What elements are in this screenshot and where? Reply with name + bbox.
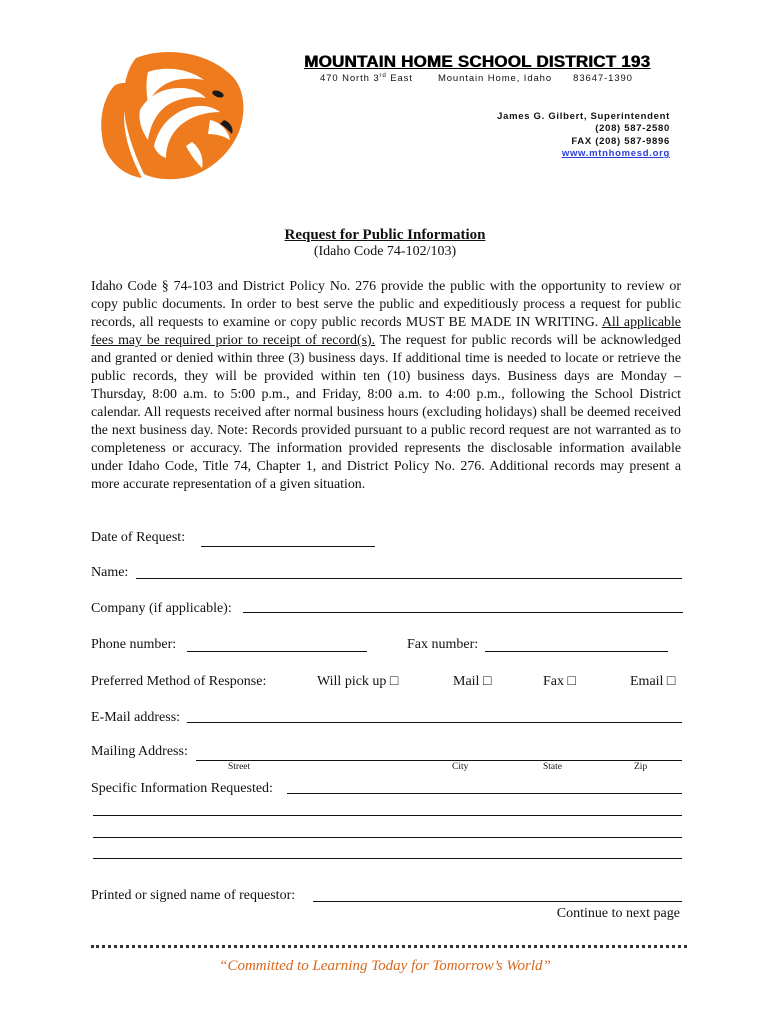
zip-caption: Zip	[634, 762, 648, 772]
pickup-checkbox[interactable]: Will pick up □	[317, 674, 399, 689]
company-label: Company (if applicable):	[91, 601, 232, 616]
street-caption: Street	[228, 762, 251, 772]
phone-label: Phone number:	[91, 637, 177, 652]
fax-number: FAX (208) 587-9896	[571, 135, 670, 147]
city-caption: City	[452, 762, 469, 772]
district-title: MOUNTAIN HOME SCHOOL DISTRICT 193	[304, 52, 650, 71]
website-link[interactable]: www.mtnhomesd.org	[561, 147, 670, 159]
date-field[interactable]	[201, 546, 375, 547]
specific-info-line-1[interactable]	[287, 793, 682, 794]
fax-checkbox[interactable]: Fax □	[543, 674, 576, 689]
specific-info-line-2[interactable]	[93, 815, 682, 816]
phone-number: (208) 587-2580	[595, 123, 670, 135]
form-title: Request for Public Information	[284, 227, 486, 243]
fax-label: Fax number:	[407, 637, 479, 652]
phone-field[interactable]	[187, 651, 367, 652]
response-method-label: Preferred Method of Response:	[91, 674, 267, 689]
name-field[interactable]	[136, 578, 682, 579]
street-address: 470 North 3rd East	[320, 73, 413, 85]
signature-field[interactable]	[313, 901, 682, 902]
tiger-logo	[96, 50, 246, 180]
company-field[interactable]	[243, 612, 683, 613]
state-caption: State	[543, 762, 562, 772]
intro-text-1: Idaho Code § 74-103 and District Policy No. 276 provide the public with the opportunity to review or copy public documents. In order to best serve the public and expeditiously process a request for public records, all requests to examine or copy public records MUST BE MADE IN WRITING.	[91, 279, 681, 330]
zip-code: 83647-1390	[573, 73, 633, 85]
mailing-label: Mailing Address:	[91, 744, 188, 759]
mail-checkbox[interactable]: Mail □	[453, 674, 492, 689]
mailing-field[interactable]	[196, 760, 682, 761]
district-address	[320, 73, 633, 84]
date-label: Date of Request:	[91, 530, 186, 545]
superintendent-name: James G. Gilbert, Superintendent	[497, 111, 670, 122]
specific-info-label: Specific Information Requested:	[91, 781, 273, 796]
city-state: Mountain Home, Idaho	[437, 73, 553, 85]
footer-divider	[91, 945, 687, 948]
intro-text-2: The request for public records will be acknowledged and granted or denied within three (3) business days. If additional time is needed to locate or retrieve the public records, they will be provided within ten (10) business days. Business days are Monday – Thursday, 8:00 a.m. to 5:00 p.m., and Friday, 8:00 a.m. to 4:00 p.m., following the School District calendar. All requests received after normal business hours (excluding holidays) shall be deemed received the next business day. Note: Records provided pursuant to a public record request are not warranted as to completeness or accuracy. The information provided represents the disclosable information available under Idaho Code, Title 74, Chapter 1, and District Policy No. 276. Additional records may present a more accurate representation of a given situation.	[91, 333, 681, 492]
fees-notice: All applicable fees may be required prior to receipt of record(s).	[91, 315, 681, 348]
email-checkbox[interactable]: Email □	[630, 674, 676, 689]
email-field[interactable]	[187, 722, 682, 723]
email-label: E-Mail address:	[91, 710, 181, 725]
fax-field[interactable]	[485, 651, 668, 652]
specific-info-line-4[interactable]	[93, 858, 682, 859]
name-label: Name:	[91, 565, 129, 580]
signature-label: Printed or signed name of requestor:	[91, 888, 296, 903]
continue-note: Continue to next page	[556, 906, 680, 921]
form-subtitle: (Idaho Code 74-102/103)	[313, 244, 457, 259]
contact-block	[497, 111, 670, 160]
district-motto: “Committed to Learning Today for Tomorrow’s World”	[219, 958, 551, 974]
specific-info-line-3[interactable]	[93, 837, 682, 838]
intro-paragraph	[91, 278, 681, 494]
